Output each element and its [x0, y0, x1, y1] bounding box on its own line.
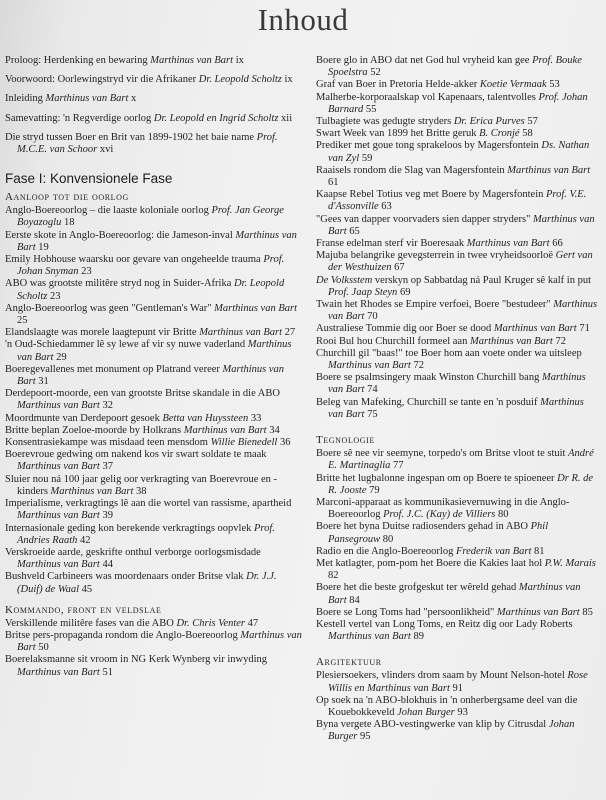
entry-author: Marthinus van Bart: [199, 327, 283, 339]
toc-entry: [316, 299, 599, 323]
entry-title: Kaapse Rebel Totius veg met Boere by Magersfontein: [316, 189, 547, 201]
entry-author: P.W. Marais: [544, 557, 596, 569]
entry-author: Marthinus van Bart: [328, 213, 595, 237]
entry-author: Marthinus van Bart: [17, 510, 100, 522]
entry-page: 45: [81, 583, 93, 595]
entry-author: Prof. Andries Raath: [17, 522, 275, 546]
entry-page: 59: [361, 152, 373, 164]
entry-page: 70: [367, 311, 378, 323]
toc-entry: [5, 74, 302, 86]
part-heading: Fase I: Konvensionele Fase: [5, 171, 173, 187]
entry-page: 55: [365, 103, 377, 115]
entry-author: Dr. J.J. (Duif) de Waal: [17, 571, 277, 595]
entry-author: Marthinus van Bart: [328, 299, 598, 323]
entry-page: 69: [399, 286, 411, 298]
entry-author: Marthinus van Bart: [328, 372, 586, 396]
entry-page: 23: [49, 290, 61, 302]
right-column: [316, 55, 599, 744]
entry-page: 38: [136, 485, 147, 497]
toc-entry: [316, 55, 599, 79]
toc-entry: [5, 93, 302, 105]
entry-title: Bushveld Carbineers was moordenaars onder Britse vlak: [5, 571, 247, 583]
entry-title: Boerevroue gedwing om nakend kos vir swart soldate te maak: [5, 449, 267, 461]
entry-author: Marthinus van Bart: [17, 461, 100, 473]
toc-entry: [316, 140, 599, 164]
entry-author: Marthinus van Bart: [17, 229, 297, 253]
entry-author: Marthinus van Bart: [150, 55, 234, 66]
toc-entry: [5, 339, 302, 363]
entry-title: Rooi Bul hou Churchill formeel aan: [316, 335, 470, 347]
entry-title: Australiese Tommie dig oor Boer se dood: [316, 323, 494, 335]
toc-entry: [5, 630, 302, 654]
entry-title: 'n Oud-Schiedammer lê sy lewe af vir sy nuwe vaderland: [5, 339, 248, 351]
entry-title: Kestell vertel van Long Toms, en Reitz dig oor Lady Roberts: [316, 618, 573, 630]
toc-entry: [316, 348, 599, 372]
entry-page: 65: [349, 225, 360, 237]
toc-entry: [316, 165, 599, 189]
toc-entry: [316, 397, 599, 421]
entry-author: Marthinus van Bart: [17, 666, 100, 678]
entry-title: Churchill gil "baas!" toe Boer hom aan voete onder wa uitsleep: [316, 347, 582, 359]
entry-page: 89: [413, 631, 424, 643]
toc-entry: [316, 214, 599, 238]
entry-title: Moordmunte van Derdepoort gesoek: [5, 412, 163, 424]
entry-title: Marconi-apparaat as kommunikasievernuwing in die Anglo-Boereoorlog: [316, 496, 570, 521]
entry-page: 34: [269, 424, 280, 436]
entry-title-italic: De Volksstem: [316, 274, 373, 286]
entry-page: ix: [284, 74, 293, 86]
toc-entry: [316, 275, 599, 299]
entry-title: Proloog: Herdenking en bewaring: [5, 55, 151, 66]
section-list-tegnologie: [316, 448, 599, 643]
entry-page: 19: [38, 241, 49, 253]
entry-author: Marthinus van Bart: [17, 363, 285, 388]
entry-author: Rose Willis en Marthinus van Bart: [328, 670, 588, 694]
entry-page: 85: [582, 606, 593, 618]
toc-entry: [316, 238, 599, 250]
entry-page: 18: [63, 217, 75, 229]
toc-entry: [5, 425, 302, 437]
entry-author: Marthinus van Bart: [214, 302, 298, 314]
entry-page: 57: [527, 116, 538, 128]
entry-page: 71: [579, 323, 590, 335]
entry-page: 66: [552, 238, 563, 250]
entry-page: 33: [250, 412, 262, 424]
entry-page: 58: [522, 128, 533, 140]
entry-page: 42: [80, 534, 91, 546]
entry-author: Marthinus van Bart: [328, 396, 584, 420]
section-heading-kommando: Kommando, front en veldslae: [5, 603, 162, 616]
toc-entry: [5, 388, 302, 412]
entry-page: 72: [555, 335, 566, 347]
entry-author: B. Cronjé: [479, 128, 520, 140]
entry-page: 36: [279, 437, 291, 449]
toc-entry: [5, 449, 302, 473]
toc-entry: [5, 523, 302, 547]
entry-author: Dr. Leopold Scholtz: [17, 278, 285, 302]
entry-page: 95: [359, 731, 371, 743]
entry-page: 32: [102, 400, 113, 412]
entry-title: Britte beplan Zoeloe-moorde by Holkrans: [5, 424, 184, 436]
entry-author: Dr R. de R. Jooste: [328, 472, 594, 496]
page-title: Inhoud: [257, 2, 349, 37]
entry-page: 50: [38, 642, 49, 654]
toc-entry: [316, 521, 599, 545]
entry-page: 75: [367, 408, 378, 420]
entry-page: xii: [281, 112, 293, 124]
entry-author: Marthinus van Bart: [328, 360, 411, 372]
entry-title: Imperialisme, verkragtings lê aan die wortel van rassisme, apartheid: [5, 498, 292, 510]
entry-page: ix: [235, 55, 244, 66]
entry-page: 47: [247, 617, 259, 629]
entry-title: Byna vergete ABO-vestingwerke van klip by Citrusdal: [316, 719, 549, 731]
entry-author: Dr. Leopold Scholtz: [198, 74, 282, 86]
entry-page: 81: [534, 545, 545, 557]
entry-author: Marthinus van Bart: [17, 629, 302, 654]
toc-entry: [316, 92, 599, 116]
entry-author: Prof. M.C.E. van Schoor: [17, 131, 278, 156]
entry-title: Majuba belangrike gevegsterrein in twee vryheidsoorloë: [316, 250, 556, 262]
section-heading-tegnologie: Tegnologie: [316, 434, 375, 447]
toc-entry: [316, 323, 599, 335]
toc-entry: [5, 132, 302, 156]
entry-title: Malherbe-korporaalskap vol Kapenaars, talentvolles: [316, 91, 539, 103]
entry-page: 91: [452, 682, 464, 694]
entry-title: Boere se Long Toms had "persoonlikheid": [316, 606, 497, 618]
entry-page: 25: [17, 315, 28, 327]
entry-title: verskyn op Sabbatdag ná Paul Kruger sê kalf in put: [372, 274, 591, 286]
toc-entry: [5, 571, 302, 595]
entry-title: Derdepoort-moorde, een van grootste Britse skandale in die ABO: [5, 388, 280, 400]
entry-title: ABO was grootste militêre stryd nog in Suider-Afrika: [5, 278, 235, 290]
toc-entry: [5, 254, 302, 278]
entry-author: Marthinus van Bart: [183, 424, 267, 436]
toc-entry: [316, 546, 599, 558]
entry-page: 53: [549, 79, 560, 91]
left-column: [5, 55, 302, 679]
entry-author: Koetie Vermaak: [479, 79, 547, 91]
entry-author: Dr. Leopold en Ingrid Scholtz: [153, 112, 279, 124]
toc-entry: [5, 55, 302, 67]
entry-page: 29: [56, 351, 67, 363]
entry-title: Twain het Rhodes se Empire verfoei, Boere "bestudeer": [316, 299, 554, 311]
section-list-kommando: [5, 618, 302, 679]
entry-page: 80: [498, 509, 509, 521]
entry-author: Gert van der Westhuizen: [328, 250, 593, 274]
entry-page: 51: [102, 666, 113, 678]
entry-title: Swart Week van 1899 het Britte geruk: [316, 128, 480, 140]
entry-author: Marthinus van Bart: [469, 335, 553, 347]
entry-page: 84: [349, 594, 360, 606]
toc-entry: [316, 582, 599, 606]
entry-title: Op soek na 'n ABO-blokhuis in 'n onherbergsame deel van die Kouebokkeveld: [316, 694, 578, 718]
entry-page: 82: [328, 570, 339, 582]
entry-page: x: [131, 93, 137, 105]
entry-author: Marthinus van Bart: [466, 238, 550, 250]
entry-title: Boere het byna Duitse radiosenders gehad in ABO: [316, 521, 531, 533]
entry-author: Marthinus van Bart: [507, 164, 591, 176]
entry-title: Voorwoord: Oorlewingstryd vir die Afrikaner: [5, 74, 199, 86]
toc-entry: [5, 278, 302, 302]
entry-page: 72: [413, 360, 424, 372]
entry-author: Dr. Erica Purves: [453, 116, 525, 128]
entry-title: Plesiersoekers, vlinders drom saam by Mount Nelson-hotel: [316, 670, 568, 682]
entry-title: Verskroeide aarde, geskrifte onthul verborge oorlogsmisdade: [5, 546, 261, 558]
entry-title: Elandslaagte was morele laagtepunt vir Britte: [5, 327, 200, 339]
toc-entry: [316, 448, 599, 472]
toc-entry: [5, 474, 302, 498]
entry-title: Prediker met goue tong sprakeloos by Magersfontein: [316, 140, 542, 152]
toc-entry: [5, 618, 302, 630]
entry-author: Betta van Huyssteen: [162, 412, 249, 424]
toc-entry: [316, 558, 599, 582]
entry-author: Prof. Johan Barnard: [328, 91, 588, 115]
entry-author: Ds. Nathan van Zyl: [328, 140, 590, 164]
entry-page: 79: [369, 484, 380, 496]
entry-title: "Gees van dapper voorvaders sien dapper stryders": [316, 213, 534, 225]
toc-entry: [5, 113, 302, 125]
entry-title: Raaisels rondom die Slag van Magersfontein: [316, 164, 508, 176]
toc-entry: [316, 619, 599, 643]
toc-entry: [5, 327, 302, 339]
toc-entry: [5, 413, 302, 425]
entry-page: 23: [81, 266, 92, 278]
entry-title: Sluier nou ná 100 jaar gelig oor verkragting van Boerevroue en -kinders: [5, 473, 278, 497]
toc-entry: [316, 336, 599, 348]
entry-author: Prof. Jan George Boyazoglu: [17, 205, 284, 229]
toc-entry: [316, 497, 599, 521]
entry-author: Frederik van Bart: [455, 545, 532, 557]
entry-title: Verskillende militêre fases van die ABO: [5, 617, 177, 629]
entry-author: Marthinus van Bart: [493, 323, 577, 335]
toc-entry: [316, 372, 599, 396]
toc-entry: [316, 473, 599, 497]
toc-entry: [316, 250, 599, 274]
entry-author: Marthinus van Bart: [496, 606, 580, 618]
entry-title: Boere se psalmsingery maak Winston Churchill bang: [316, 372, 542, 384]
entry-title: Inleiding: [5, 93, 46, 105]
entry-page: 52: [370, 67, 381, 79]
toc-entry: [316, 695, 599, 719]
entry-title: Anglo-Boereoorlog was geen "Gentleman's War": [5, 302, 215, 314]
entry-title: Eerste skote in Anglo-Boereoorlog: die Jameson-inval: [5, 229, 236, 241]
toc-entry: [316, 719, 599, 743]
entry-page: 27: [284, 327, 296, 339]
entry-title: Graf van Boer in Pretoria Helde-akker: [316, 79, 480, 91]
entry-page: 93: [457, 706, 468, 718]
toc-entry: [316, 670, 599, 694]
entry-title: Samevatting: 'n Regverdige oorlog: [5, 112, 154, 124]
entry-author: Prof. V.E. d'Assonville: [328, 189, 587, 213]
entry-title: Emily Hobhouse waarsku oor gevare van ongeheelde trauma: [5, 254, 264, 266]
entry-author: Johan Burger: [328, 719, 575, 743]
toc-entry: [316, 607, 599, 619]
section-list-argitektuur: [316, 670, 599, 743]
entry-title: Konsentrasiekampe was misdaad teen mensdom: [5, 437, 211, 449]
entry-title: Tulbagiete was gedugte stryders: [316, 116, 454, 128]
toc-entry: [316, 128, 599, 140]
section-heading-aanloop: Aanloop tot die oorlog: [5, 191, 129, 204]
toc-entry: [316, 79, 599, 91]
entry-author: Marthinus van Bart: [50, 485, 134, 497]
toc-entry: [316, 189, 599, 213]
entry-author: Phil Pansegrouw: [328, 521, 549, 545]
entry-author: Prof. Johan Snyman: [17, 254, 285, 278]
entry-author: Johan Burger: [397, 706, 455, 718]
entry-page: 74: [367, 384, 378, 396]
entry-author: Marthinus van Bart: [45, 93, 129, 105]
entry-page: xvi: [99, 144, 114, 156]
entry-author: Marthinus van Bart: [17, 400, 100, 412]
entry-page: 63: [381, 201, 392, 213]
entry-page: 37: [102, 461, 113, 473]
entry-page: 67: [394, 262, 405, 274]
entry-title: Boere glo in ABO dat net God hul vryheid kan gee: [316, 55, 533, 66]
entry-page: 61: [328, 177, 339, 189]
toc-entry: [5, 437, 302, 449]
toc-entry: [5, 547, 302, 571]
toc-entry: [316, 116, 599, 128]
entry-author: Marthinus van Bart: [328, 631, 411, 643]
entry-title: Franse edelman sterf vir Boeresaak: [316, 238, 467, 250]
entry-page: 44: [102, 559, 113, 571]
toc-entry: [5, 303, 302, 327]
entry-title: Boere het die beste grofgeskut ter wêreld gehad: [316, 582, 519, 594]
section-heading-argitektuur: Argitektuur: [316, 656, 382, 669]
entry-title: Britse pers-propaganda rondom die Anglo-Boereoorlog: [5, 629, 241, 641]
entry-author: Dr. Chris Venter: [176, 617, 246, 629]
entry-author: Prof. Bouke Spoelstra: [328, 55, 582, 79]
toc-entry: [5, 498, 302, 522]
entry-author: Prof. Jaap Steyn: [328, 286, 398, 298]
entry-author: Marthinus van Bart: [17, 559, 100, 571]
entry-author: Prof. J.C. (Kay) de Villiers: [383, 509, 496, 521]
entry-title: Met katlagter, pom-pom het Boere die Kakies laat hol: [316, 557, 545, 569]
toc-entry: [5, 654, 302, 678]
entry-page: 31: [38, 376, 49, 388]
entry-author: Marthinus van Bart: [328, 582, 581, 606]
entry-page: 80: [382, 533, 394, 545]
entry-title: Boerelaksmanne sit vroom in NG Kerk Wynberg vir inwyding: [5, 654, 268, 666]
entry-title: Internasionale geding kon berekende verkragtings oopvlek: [5, 522, 255, 534]
entry-title: Die stryd tussen Boer en Brit van 1899-1902 het baie name: [5, 131, 257, 143]
entry-page: 39: [102, 510, 113, 522]
toc-entry: [5, 364, 302, 388]
toc-entry: [5, 205, 302, 229]
entry-title: Britte het lugbalonne ingespan om op Boere te spioeneer: [316, 472, 558, 484]
front-matter-list: [5, 55, 302, 156]
entry-title: Anglo-Boereoorlog – die laaste koloniale oorlog: [5, 205, 212, 217]
entry-title: Radio en die Anglo-Boereoorlog: [316, 545, 456, 557]
section-list-aanloop: [5, 205, 302, 596]
entry-author: André E. Martinaglia: [328, 448, 594, 472]
entry-title: Beleg van Mafeking, Churchill se tante en 'n posduif: [316, 396, 541, 408]
right-entry-list: [316, 55, 599, 421]
toc-entry: [5, 230, 302, 254]
entry-page: 77: [393, 460, 404, 472]
entry-author: Willie Bienedell: [210, 437, 278, 449]
entry-author: Marthinus van Bart: [17, 339, 292, 363]
entry-title: Boere sê nee vir seemyne, torpedo's om Britse vloot te stuit: [316, 448, 569, 460]
entry-title: Boeregevallenes met monument op Platrand vereer: [5, 363, 223, 375]
